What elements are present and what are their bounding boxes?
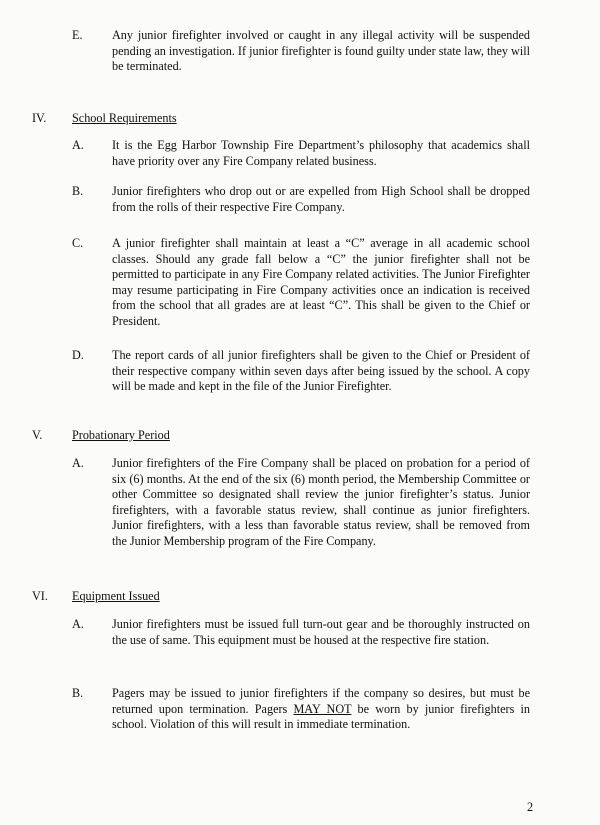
section-numeral: V.	[32, 428, 43, 442]
item-text: It is the Egg Harbor Township Fire Department’s philosophy that academics shall have priority over any Fire Company related business.	[112, 138, 530, 168]
item-label: B.	[72, 686, 84, 700]
section-numeral: VI.	[32, 589, 48, 603]
emphasis-text: MAY NOT	[293, 701, 352, 716]
item-label: C.	[72, 236, 84, 250]
item-label: B.	[72, 184, 84, 198]
item-label: A.	[72, 456, 84, 470]
item-label: A.	[72, 138, 84, 152]
item-text: Junior firefighters must be issued full turn-out gear and be thoroughly instructed on the use of same. This equipment must be housed at the respective fire station.	[112, 617, 530, 647]
section-title: Probationary Period	[72, 428, 170, 442]
page-number: 2	[527, 800, 534, 814]
item-label: E.	[72, 28, 83, 42]
item-text: Junior firefighters who drop out or are expelled from High School shall be dropped from the rolls of their respective Fire Company.	[112, 184, 530, 214]
item-text	[112, 686, 530, 733]
item-label: A.	[72, 617, 84, 631]
section-title: Equipment Issued	[72, 589, 160, 603]
item-text: Junior firefighters of the Fire Company shall be placed on probation for a period of six (6) months. At the end of the six (6) month period, the Membership Committee or other Committee so designated shall review the junior firefighter’s status. Junior firefighters, with a favorable status review, shall continue as junior firefighters. Junior firefighters, with a less than favorable status review, shall be removed from the Junior Membership program of the Fire Company.	[112, 456, 530, 548]
item-text-part: be worn by junior firefighters in school. Violation of this will result in immediate termination.	[112, 701, 530, 732]
item-text: A junior firefighter shall maintain at least a “C” average in all academic school classes. Should any grade fall below a “C” the junior firefighter shall not be permitted to participate in any Fire Company related activities. The Junior Firefighter may resume participating in Fire Company activities once an indication is received from the school that all grades are at least “C”. This shall be given to the Chief or President.	[112, 236, 530, 328]
section-numeral: IV.	[32, 111, 47, 125]
item-text: The report cards of all junior firefighters shall be given to the Chief or President of their respective company within seven days after being issued by the school. A copy will be made and kept in the file of the Junior Firefighter.	[112, 348, 530, 394]
item-label: D.	[72, 348, 84, 362]
item-text-part: Pagers may be issued to junior firefighters if the company so desires, but must be returned upon termination. Pagers	[112, 686, 530, 716]
section-title: School Requirements	[72, 111, 177, 125]
item-text: Any junior firefighter involved or caught in any illegal activity will be suspended pending an investigation. If junior firefighter is found guilty under state law, they will be terminated.	[112, 28, 530, 74]
